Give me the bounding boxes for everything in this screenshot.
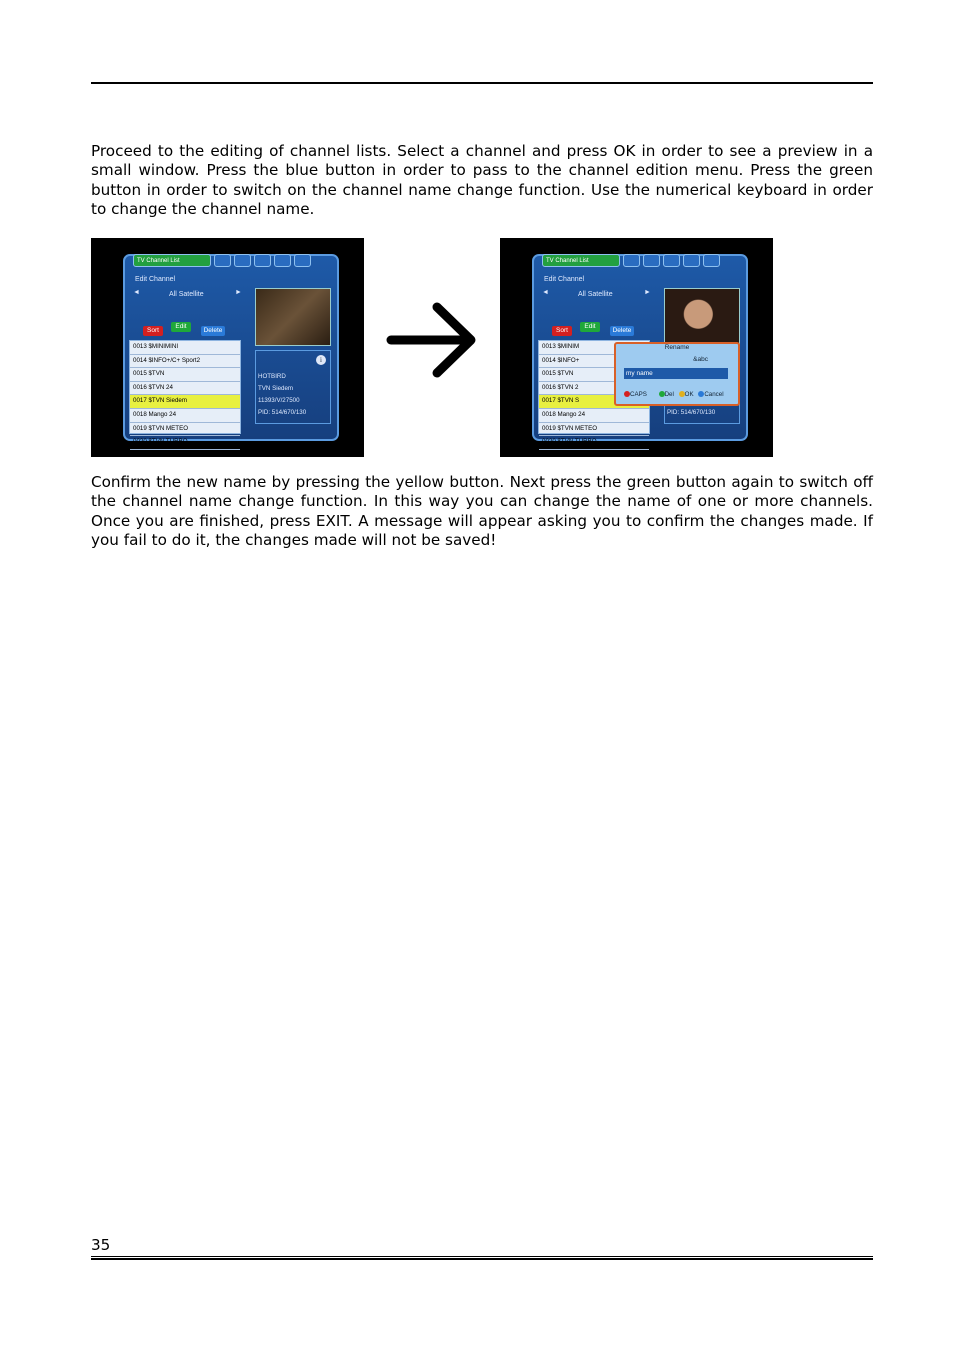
list-item: 0018 Mango 24 (130, 409, 240, 423)
caps-label: CAPS (630, 391, 647, 398)
edit-button: Edit (580, 322, 600, 332)
list-item: 0016 $TVN 24 (130, 382, 240, 396)
tab-icon-1 (214, 254, 231, 267)
footer-rule-thick (91, 1258, 873, 1260)
rename-screenshot (500, 238, 773, 457)
list-item: 0020 $TVN TURBO (130, 436, 240, 450)
list-item: 0018 Mango 24 (539, 409, 649, 423)
footer-rule (91, 1256, 873, 1257)
info-line: 11393/V/27500 (258, 397, 300, 404)
preview-window (255, 288, 331, 346)
edit-button: Edit (171, 322, 191, 332)
del-label: Del (664, 391, 674, 398)
delete-button: Delete (610, 326, 634, 336)
list-item: 0014 $INFO+/C+ Sport2 (130, 355, 240, 369)
tab-icon-2 (234, 254, 251, 267)
list-item-selected: 0017 $TVN S (539, 395, 649, 409)
info-line: PID: 514/670/130 (667, 409, 716, 416)
tab-icon-4 (683, 254, 700, 267)
info-line: HOTBIRD (258, 373, 286, 380)
rename-key-legend (621, 391, 724, 398)
satellite-label: All Satellite (578, 291, 613, 298)
list-item: 0019 $TVN METEO (539, 423, 649, 437)
tab-icon-3 (254, 254, 271, 267)
tab-icon-1 (623, 254, 640, 267)
list-item: 0013 $MINIM (539, 341, 649, 355)
right-arrow-icon: ► (644, 289, 651, 296)
list-item-selected: 0017 $TVN Siedem (130, 395, 240, 409)
delete-button: Delete (201, 326, 225, 336)
list-item: 0016 $TVN 2 (539, 382, 649, 396)
menu-tabs (133, 254, 311, 268)
rename-dialog (614, 342, 740, 406)
tv-menu-panel (123, 254, 339, 446)
channel-list-screenshot (91, 238, 364, 457)
confirm-paragraph: Confirm the new name by pressing the yellow button. Next press the green button again to switch off the channel name change function. In this way you can change the name of one or more channels. Once you are finished, press EXIT. A message will appear asking you to confirm the changes made. If you fail to do it, the changes made will not be saved! (91, 473, 873, 550)
intro-paragraph: Proceed to the editing of channel lists. Select a channel and press OK in order to see a preview in a small window. Press the blue button in order to pass to the channel edition menu. Press the green button in order to switch on the channel name change function. Use the numerical keyboard in order to change the channel name. (91, 142, 873, 219)
info-icon: i (316, 355, 326, 365)
preview-window (664, 288, 740, 346)
left-arrow-icon: ◄ (542, 289, 549, 296)
right-arrow-icon (385, 295, 480, 385)
rename-input: my name (624, 368, 728, 379)
left-arrow-icon: ◄ (133, 289, 140, 296)
header-rule (91, 82, 873, 84)
menu-tabs (542, 254, 720, 268)
list-item: 0013 $MINIMINI (130, 341, 240, 355)
section-title: Edit Channel (544, 276, 585, 283)
rename-dialog-title: Rename (664, 344, 690, 351)
tab-icon-4 (274, 254, 291, 267)
satellite-label: All Satellite (169, 291, 204, 298)
tab-icon-2 (643, 254, 660, 267)
list-item: 0019 $TVN METEO (130, 423, 240, 437)
section-title: Edit Channel (135, 276, 176, 283)
tab-tv-channel-list: TV Channel List (133, 254, 211, 267)
tab-tv-channel-list: TV Channel List (542, 254, 620, 267)
sort-button: Sort (143, 326, 163, 336)
input-mode-label: &abc (693, 356, 708, 363)
tv-menu-panel (532, 254, 748, 446)
list-item: 0014 $INFO+ (539, 355, 649, 369)
tab-icon-5 (703, 254, 720, 267)
info-line: TVN Siedem (258, 385, 294, 392)
tab-icon-5 (294, 254, 311, 267)
channel-list (129, 340, 241, 446)
right-arrow-icon: ► (235, 289, 242, 296)
list-item: 0020 $TVN TURBO (539, 436, 649, 450)
list-item: 0015 $TVN (539, 368, 649, 382)
tab-icon-3 (663, 254, 680, 267)
cancel-label: Cancel (704, 391, 724, 398)
ok-label: OK (684, 391, 694, 398)
list-item: 0015 $TVN (130, 368, 240, 382)
page-number: 35 (91, 1236, 111, 1254)
sort-button: Sort (552, 326, 572, 336)
channel-info-box (255, 350, 331, 424)
info-line: PID: 514/670/130 (258, 409, 307, 416)
